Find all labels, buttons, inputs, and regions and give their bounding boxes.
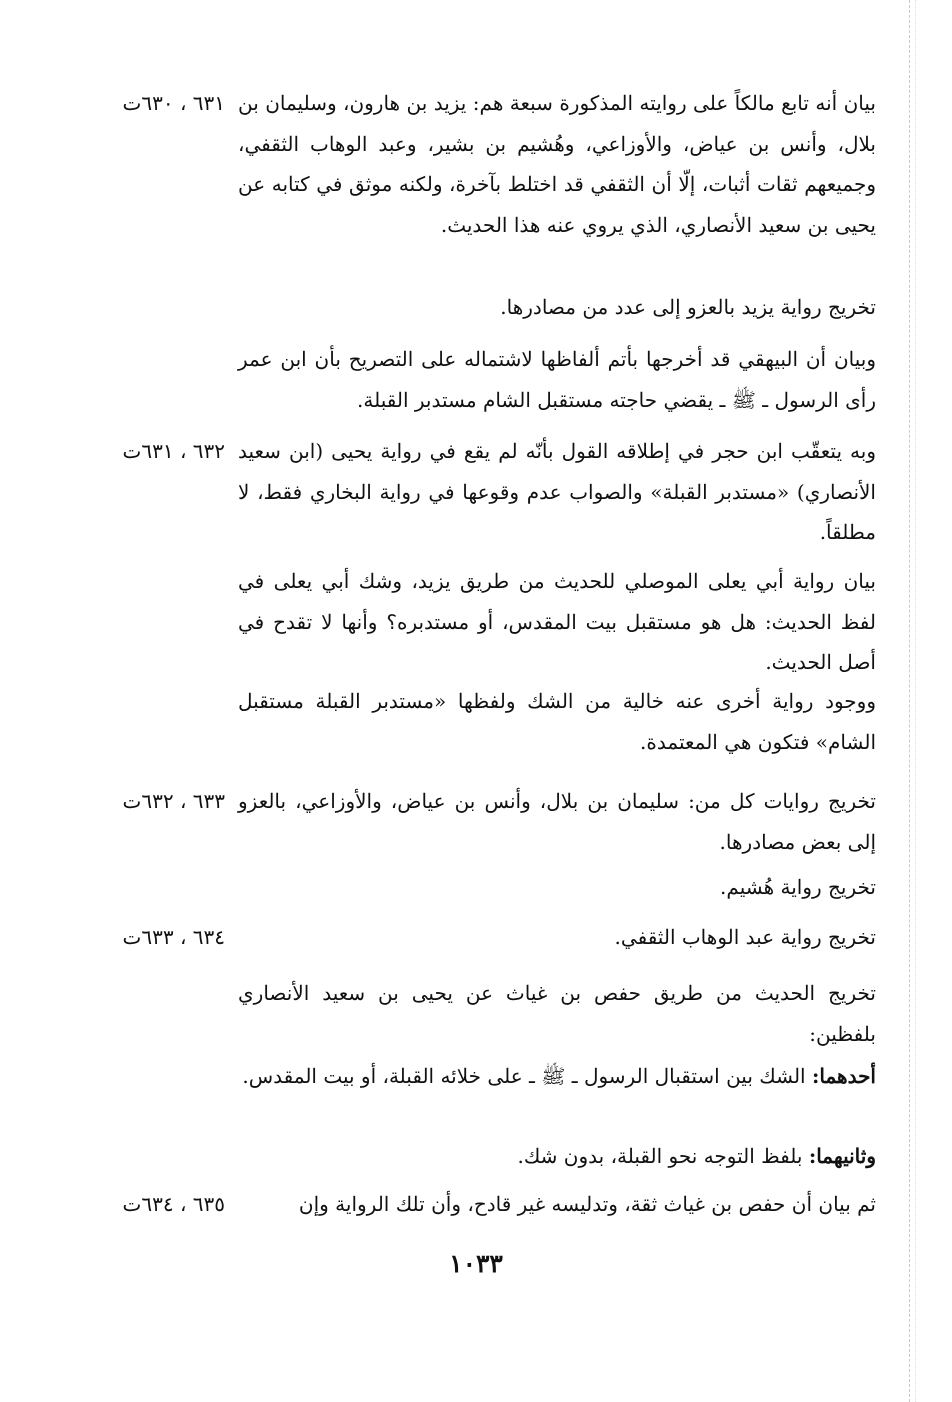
page-number: ١٠٣٣	[449, 1249, 503, 1278]
labelled-paragraph	[238, 1136, 876, 1177]
entry-label: أحدهما:	[811, 1064, 876, 1088]
entry-page-reference: ٦٣٥ ، ٦٣٤ت	[122, 1192, 225, 1216]
entry-paragraph: بيان أنه تابع مالكاً على روايته المذكورة سبعة هم: يزيد بن هارون، وسليمان بن بلال، وأنس بن عياض، والأوزاعي، وهُشيم بن بشير، وعبد الوهاب الثقفي، وجميعهم ثقات أثبات، إلّا أن الثقفي قد اختلط بآخرة، ولكنه موثق في كتابه عن يحيى بن سعيد الأنصاري، الذي يروي عنه هذا الحديث.	[238, 91, 876, 237]
entry-paragraph: بلفظ التوجه نحو القبلة، بدون شك.	[517, 1144, 803, 1168]
entry-page-reference: ٦٣٤ ، ٦٣٣ت	[122, 925, 225, 949]
entry-paragraph: وبه يتعقّب ابن حجر في إطلاقه القول بأنّه لم يقع في رواية يحيى (ابن سعيد الأنصاري) «مستدبر القبلة» والصواب عدم وقوعها في رواية البخاري فقط، لا مطلقاً.	[238, 439, 876, 544]
entry-paragraph: تخريج رواية عبد الوهاب الثقفي.	[614, 925, 876, 949]
entry-paragraph: تخريج الحديث من طريق حفص بن غياث عن يحيى بن سعيد الأنصاري بلفظين:	[238, 981, 876, 1046]
entry-paragraph: بيان رواية أبي يعلى الموصلي للحديث من طريق يزيد، وشك أبي يعلى في لفظ الحديث: هل هو مستقبل بيت المقدس، أو مستدبره؟ وأنها لا تقدح في أصل الحديث.	[238, 569, 876, 674]
entry-paragraph: وبيان أن البيهقي قد أخرجها بأتم ألفاظها لاشتماله على التصريح بأن ابن عمر رأى الرسول ـ ﷺ ـ يقضي حاجته مستقبل الشام مستدبر القبلة.	[238, 347, 876, 412]
entry-page-reference: ٦٣٣ ، ٦٣٢ت	[122, 789, 225, 813]
entry-page-reference: ٦٣٢ ، ٦٣١ت	[122, 439, 225, 463]
entry-label: وثانيهما:	[808, 1144, 876, 1168]
entry-paragraph: ثم بيان أن حفص بن غياث ثقة، وتدليسه غير قادح، وأن تلك الرواية وإن	[298, 1192, 876, 1216]
entry-paragraph: تخريج رواية هُشيم.	[720, 875, 876, 899]
entry-page-reference: ٦٣١ ، ٦٣٠ت	[122, 91, 225, 115]
labelled-paragraph	[238, 1056, 876, 1097]
page-edge-line	[909, 0, 911, 1402]
entry-paragraph: تخريج رواية يزيد بالعزو إلى عدد من مصادرها.	[500, 295, 876, 319]
entry-paragraph: تخريج روايات كل من: سليمان بن بلال، وأنس بن عياض، والأوزاعي، بالعزو إلى بعض مصادرها.	[238, 789, 876, 854]
entry-paragraph: ووجود رواية أخرى عنه خالية من الشك ولفظها «مستدبر القبلة مستقبل الشام» فتكون هي المعتمدة.	[238, 689, 876, 754]
entry-paragraph: الشك بين استقبال الرسول ـ ﷺ ـ على خلائه القبلة، أو بيت المقدس.	[242, 1064, 806, 1088]
page-edge-line-inner	[915, 0, 917, 1402]
